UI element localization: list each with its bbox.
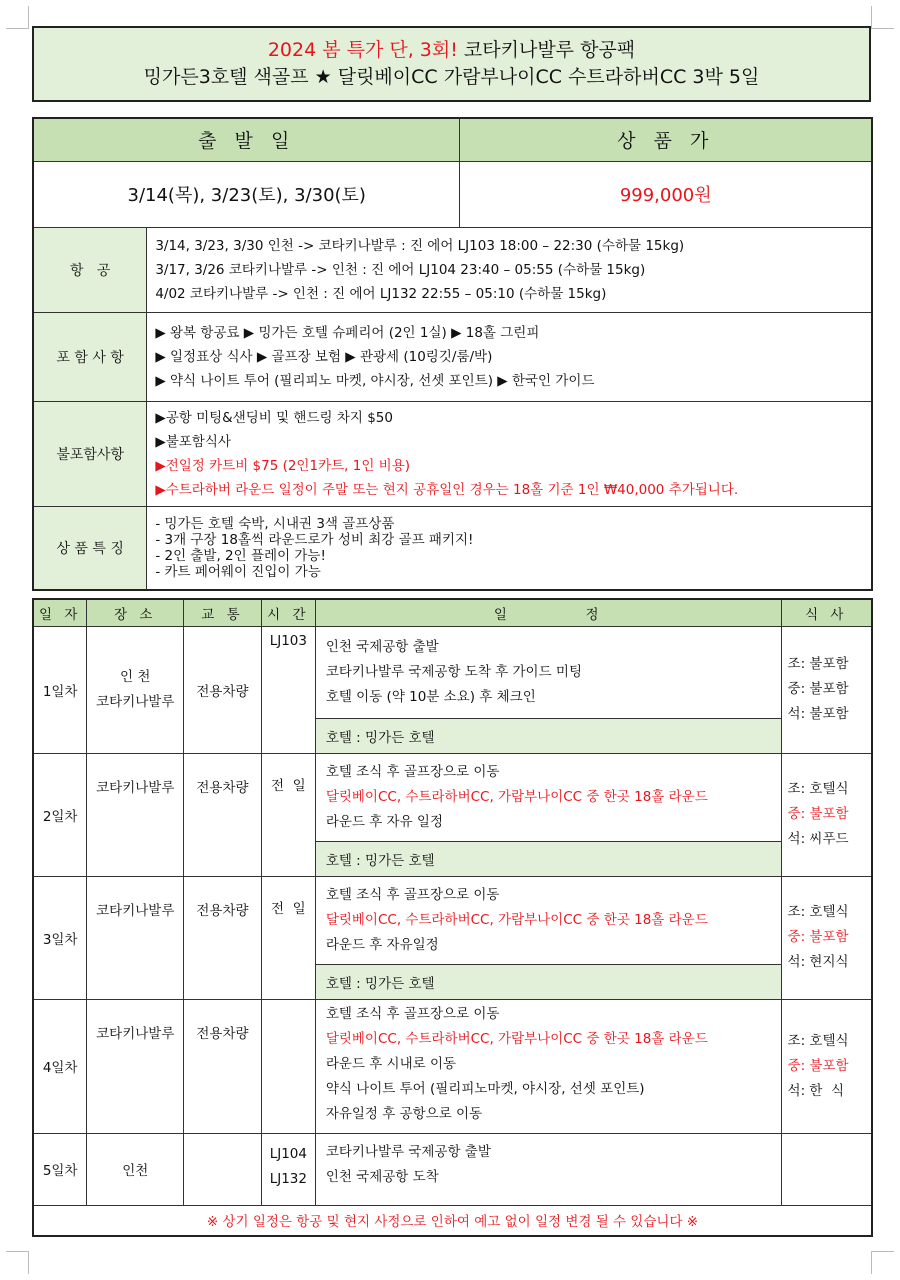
meals	[781, 626, 872, 753]
col-header-meals: 식 사	[781, 599, 872, 626]
included-line: ▶ 일정표상 식사 ▶ 골프장 보험 ▶ 관광세 (10링깃/룸/박)	[155, 348, 493, 365]
hotel-info: 호텔 : 밍가든 호텔	[315, 964, 781, 999]
flight-number: LJ104	[269, 1145, 307, 1162]
schedule	[315, 626, 781, 718]
included-line: ▶ 약식 나이트 투어 (필리피노 마켓, 야시장, 선셋 포인트) ▶ 한국인 가이드	[155, 372, 595, 389]
meals-empty	[781, 1133, 872, 1205]
departure-header: 출 발 일	[33, 118, 460, 161]
notice: ※ 상기 일정은 항공 및 현지 사정으로 인하여 예고 없이 일정 변경 될 수 있습니다 ※	[33, 1205, 872, 1236]
feature-line: - 카트 페어웨이 진입이 가능	[155, 563, 321, 580]
schedule-time-empty	[261, 999, 315, 1133]
title-line-1	[34, 37, 869, 63]
feature-line: - 밍가든 호텔 숙박, 시내권 3색 골프상품	[155, 515, 395, 532]
features-info	[147, 506, 872, 590]
price-value: 999,000원	[460, 161, 872, 227]
meal-line: 조: 호텔식	[787, 904, 849, 920]
flight-line: 3/17, 3/26 코타키나발루 -> 인천 : 진 에어 LJ104 23:40 – 05:55 (수하물 15kg)	[155, 261, 646, 278]
price-header: 상 품 가	[460, 118, 872, 161]
schedule-line: 약식 나이트 투어 (필리피노마켓, 야시장, 선셋 포인트)	[325, 1080, 645, 1097]
flight-number: LJ132	[269, 1170, 307, 1187]
excluded-line-red: ▶전일정 카트비 $75 (2인1카트, 1인 비용)	[155, 457, 411, 474]
schedule-time: 전 일	[261, 876, 315, 999]
meal-line: 중: 불포함	[787, 929, 849, 945]
schedule-line: 코타키나발루 국제공항 도착 후 가이드 미팅	[325, 663, 583, 680]
schedule-line-red: 달릿베이CC, 수트라하버CC, 가람부나이CC 중 한곳 18홀 라운드	[325, 911, 708, 928]
meal-line: 석: 씨푸드	[787, 831, 849, 847]
meals	[781, 753, 872, 876]
feature-line: - 3개 구장 18홀씩 라운드로가 성비 최강 골프 패키지!	[155, 531, 474, 548]
transport-empty	[184, 1133, 262, 1205]
features-label: 상 품 특 징	[33, 506, 147, 590]
meal-line: 중: 불포함	[787, 681, 849, 697]
schedule	[315, 876, 781, 964]
schedule-line: 호텔 조식 후 골프장으로 이동	[325, 886, 500, 903]
schedule-line: 호텔 조식 후 골프장으로 이동	[325, 1005, 500, 1022]
crop-mark	[6, 6, 29, 29]
package-name: 코타키나발루 항공팩	[457, 39, 636, 61]
flight-line: 4/02 코타키나발루 -> 인천 : 진 에어 LJ132 22:55 – 05:10 (수하물 15kg)	[155, 285, 607, 302]
meal-line: 석: 불포함	[787, 706, 849, 722]
title-line-2: 밍가든3호텔 색골프 ★ 달릿베이CC 가람부나이CC 수트라하버CC 3박 5일	[143, 66, 760, 88]
day-label: 5일차	[33, 1133, 87, 1205]
place-line: 코타키나발루	[96, 693, 175, 710]
schedule-line-red: 달릿베이CC, 수트라하버CC, 가람부나이CC 중 한곳 18홀 라운드	[325, 788, 708, 805]
included-label: 포 함 사 항	[33, 312, 147, 401]
hotel-info: 호텔 : 밍가든 호텔	[315, 841, 781, 876]
flight-time: LJ103	[261, 626, 315, 753]
day-label: 4일차	[33, 999, 87, 1133]
schedule-time: 전 일	[261, 753, 315, 876]
meal-line: 중: 불포함	[787, 1057, 849, 1074]
excluded-info	[147, 401, 872, 506]
excluded-label: 불포함사항	[33, 401, 147, 506]
feature-line: - 2인 출발, 2인 플레이 가능!	[155, 547, 326, 564]
hotel-info: 호텔 : 밍가든 호텔	[315, 718, 781, 753]
place-line: 인 천	[120, 668, 151, 685]
title-banner	[32, 26, 871, 102]
promo-text: 2024 봄 특가 단, 3회!	[267, 39, 458, 61]
crop-mark	[871, 1251, 894, 1274]
place: 코타키나발루	[87, 753, 184, 876]
place: 인천	[87, 1133, 184, 1205]
day-label: 1일차	[33, 626, 87, 753]
meal-line: 조: 호텔식	[787, 1032, 849, 1049]
flight-label: 항 공	[33, 227, 147, 312]
excluded-line-red: ▶수트라하버 라운드 일정이 주말 또는 현지 공휴일인 경우는 18홀 기준 1인 ₩40,000 추가됩니다.	[155, 481, 739, 498]
schedule-line: 호텔 조식 후 골프장으로 이동	[325, 763, 500, 780]
transport: 전용차량	[184, 626, 262, 753]
schedule-line: 라운드 후 자유일정	[325, 936, 439, 953]
meals	[781, 999, 872, 1133]
schedule-line: 호텔 이동 (약 10분 소요) 후 체크인	[325, 688, 536, 705]
meal-line: 조: 호텔식	[787, 781, 849, 797]
departure-dates: 3/14(목), 3/23(토), 3/30(토)	[33, 161, 460, 227]
meal-line: 조: 불포함	[787, 656, 849, 672]
transport: 전용차량	[184, 876, 262, 999]
schedule-line: 라운드 후 시내로 이동	[325, 1055, 457, 1072]
place	[87, 626, 184, 753]
transport: 전용차량	[184, 753, 262, 876]
meals	[781, 876, 872, 999]
itinerary-table	[32, 598, 873, 1237]
place: 코타키나발루	[87, 876, 184, 999]
col-header-time: 시 간	[261, 599, 315, 626]
included-info	[147, 312, 872, 401]
schedule	[315, 753, 781, 841]
meal-line: 석: 한 식	[787, 1082, 845, 1099]
schedule-line: 인천 국제공항 출발	[325, 638, 439, 655]
schedule-line: 코타키나발루 국제공항 출발	[325, 1143, 491, 1160]
day-label: 2일차	[33, 753, 87, 876]
meal-line: 중: 불포함	[787, 806, 849, 822]
flight-time	[261, 1133, 315, 1205]
flight-line: 3/14, 3/23, 3/30 인천 -> 코타키나발루 : 진 에어 LJ103 18:00 – 22:30 (수하물 15kg)	[155, 237, 685, 254]
included-line: ▶ 왕복 항공료 ▶ 밍가든 호텔 슈페리어 (2인 1실) ▶ 18홀 그린피	[155, 324, 540, 341]
place: 코타키나발루	[87, 999, 184, 1133]
schedule-line: 자유일정 후 공항으로 이동	[325, 1105, 483, 1122]
schedule-line-red: 달릿베이CC, 수트라하버CC, 가람부나이CC 중 한곳 18홀 라운드	[325, 1030, 708, 1047]
schedule	[315, 1133, 781, 1205]
transport: 전용차량	[184, 999, 262, 1133]
meal-line: 석: 현지식	[787, 954, 849, 970]
col-header-transport: 교 통	[184, 599, 262, 626]
schedule	[315, 999, 781, 1133]
product-summary-table	[32, 117, 873, 591]
excluded-line: ▶불포함식사	[155, 433, 231, 450]
excluded-line: ▶공항 미팅&샌딩비 및 핸드링 차지 $50	[155, 409, 393, 426]
schedule-line: 인천 국제공항 도착	[325, 1168, 439, 1185]
col-header-day: 일 자	[33, 599, 87, 626]
crop-mark	[871, 6, 894, 29]
col-header-schedule: 일 정	[315, 599, 781, 626]
schedule-line: 라운드 후 자유 일정	[325, 813, 444, 830]
flight-info	[147, 227, 872, 312]
crop-mark	[6, 1251, 29, 1274]
day-label: 3일차	[33, 876, 87, 999]
col-header-place: 장 소	[87, 599, 184, 626]
